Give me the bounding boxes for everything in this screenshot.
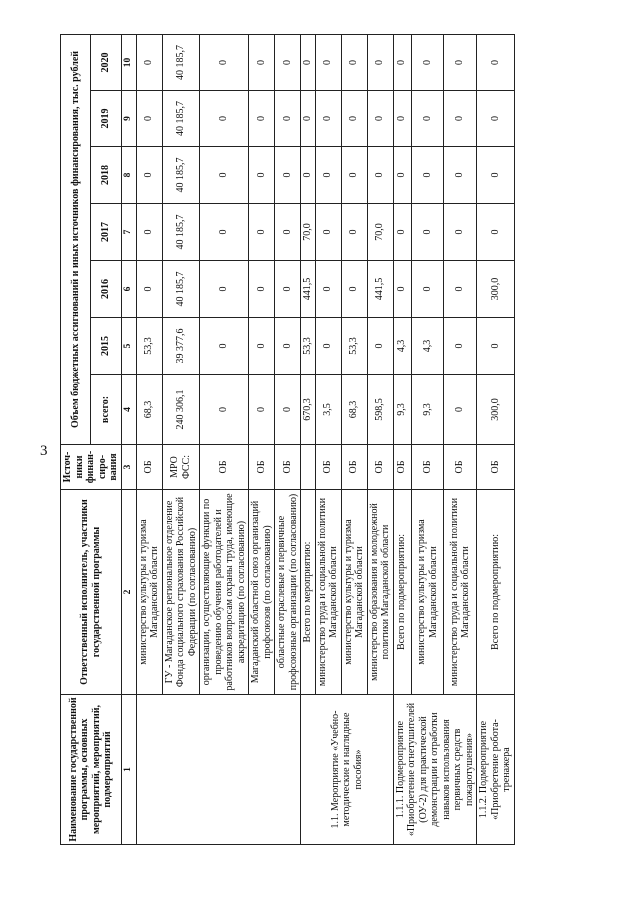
- row-value: 0: [411, 261, 444, 318]
- row-value: 68,3: [341, 375, 367, 445]
- header-year: 2018: [91, 147, 121, 204]
- row-value: 670,3: [301, 375, 316, 445]
- row-value: 0: [477, 204, 515, 261]
- row-value: 0: [393, 204, 411, 261]
- row-value: 0: [341, 204, 367, 261]
- row-value: 68,3: [136, 375, 162, 445]
- header-year: 2020: [91, 34, 121, 90]
- row-value: 0: [249, 375, 275, 445]
- row-value: 0: [249, 204, 275, 261]
- row-source: ОБ: [367, 445, 393, 490]
- row-value: 0: [249, 261, 275, 318]
- column-number-row: [121, 34, 136, 844]
- header-funding: Объем бюджетных ассигнований и иных источников финансирования, тыс. рублей: [61, 34, 91, 444]
- row-value: 441,5: [301, 261, 316, 318]
- row-value: 40 185,7: [162, 34, 200, 90]
- row-value: 40 185,7: [162, 91, 200, 147]
- row-executor: Всего по подмероприятию:: [393, 490, 411, 695]
- row-value: 0: [477, 91, 515, 147]
- table-row: [136, 34, 162, 844]
- row-value: 0: [367, 34, 393, 90]
- column-number: 1: [121, 695, 136, 845]
- row-value: 0: [444, 375, 477, 445]
- page-number: 3: [40, 443, 48, 459]
- row-value: 0: [411, 147, 444, 204]
- row-value: 0: [444, 204, 477, 261]
- row-value: 0: [341, 261, 367, 318]
- row-value: 0: [444, 147, 477, 204]
- row-value: 0: [444, 318, 477, 375]
- row-value: 0: [315, 91, 341, 147]
- row-value: 0: [444, 91, 477, 147]
- row-source: ОБ: [411, 445, 444, 490]
- column-number: 5: [121, 318, 136, 375]
- row-value: 0: [249, 91, 275, 147]
- row-value: 0: [367, 91, 393, 147]
- column-number: 10: [121, 34, 136, 90]
- row-value: 0: [444, 261, 477, 318]
- row-value: 0: [477, 34, 515, 90]
- row-value: 0: [411, 204, 444, 261]
- column-number: 2: [121, 490, 136, 695]
- row-source: ОБ: [477, 445, 515, 490]
- row-executor: областные отраслевые и первичные профсоюзные организации (по согласованию): [275, 490, 301, 695]
- row-name: 1.1.1. Подмероприятие «Приобретение огнетушителей (ОУ-2) для практической демонстрации и отработки навыков использования первичных средств пожаротушения»: [393, 695, 477, 845]
- row-executor: Магаданский областной союз организаций профсоюзов (по согласованию): [249, 490, 275, 695]
- row-value: 0: [477, 147, 515, 204]
- row-value: 0: [301, 147, 316, 204]
- column-number: 7: [121, 204, 136, 261]
- row-value: 0: [411, 91, 444, 147]
- row-value: 0: [136, 34, 162, 90]
- row-value: 0: [411, 34, 444, 90]
- row-value: 0: [444, 34, 477, 90]
- row-value: 0: [477, 318, 515, 375]
- table-row: [477, 34, 515, 844]
- row-source: ОБ: [341, 445, 367, 490]
- column-number: 6: [121, 261, 136, 318]
- header-name: Наименование государственной программы, основных мероприятий, мероприятий, подмероприятий: [61, 695, 122, 845]
- column-number: 3: [121, 445, 136, 490]
- row-value: 0: [136, 204, 162, 261]
- row-value: 53,3: [301, 318, 316, 375]
- row-executor: Всего по мероприятию:: [301, 490, 316, 695]
- row-value: 4,3: [411, 318, 444, 375]
- column-number: 9: [121, 91, 136, 147]
- row-value: 0: [200, 261, 249, 318]
- row-source: ОБ: [275, 445, 301, 490]
- row-value: 0: [200, 147, 249, 204]
- row-value: 0: [200, 91, 249, 147]
- row-source: ОБ: [249, 445, 275, 490]
- row-value: 0: [275, 34, 301, 90]
- rotated-table-container: [60, 35, 600, 845]
- row-value: 3,5: [315, 375, 341, 445]
- table-body: [136, 34, 514, 844]
- row-value: 40 185,7: [162, 147, 200, 204]
- column-number: 4: [121, 375, 136, 445]
- row-name: [136, 695, 301, 845]
- row-value: 0: [393, 147, 411, 204]
- header-year: 2017: [91, 204, 121, 261]
- row-value: 0: [200, 204, 249, 261]
- row-value: 0: [341, 34, 367, 90]
- row-value: 0: [136, 91, 162, 147]
- row-value: 0: [315, 34, 341, 90]
- row-executor: ГУ - Магаданское региональное отделение Фонда социального страхования Российской Федерации (по согласованию): [162, 490, 200, 695]
- row-source: ОБ: [444, 445, 477, 490]
- row-value: 0: [315, 261, 341, 318]
- table-row: [301, 34, 316, 844]
- row-executor: организации, осуществляющие функции по проведению обучения работодателей и работников вопросам охраны труда, имеющие аккредитацию (по согласованию): [200, 490, 249, 695]
- row-executor: министерство труда и социальной политики Магаданской области: [315, 490, 341, 695]
- row-value: 0: [341, 147, 367, 204]
- row-executor: министерство труда и социальной политики Магаданской области: [444, 490, 477, 695]
- header-year: 2019: [91, 91, 121, 147]
- row-executor: министерство культуры и туризма Магаданской области: [411, 490, 444, 695]
- row-value: 0: [275, 147, 301, 204]
- row-value: 0: [367, 318, 393, 375]
- row-value: 0: [249, 318, 275, 375]
- row-value: 0: [393, 34, 411, 90]
- row-value: 0: [301, 34, 316, 90]
- row-value: 240 306,1: [162, 375, 200, 445]
- row-value: 9,3: [411, 375, 444, 445]
- row-source: ОБ: [315, 445, 341, 490]
- row-value: 0: [393, 261, 411, 318]
- header-source: Источ-ники финан-сиро-вания: [61, 445, 122, 490]
- row-source: ОБ: [200, 445, 249, 490]
- row-source: ОБ: [136, 445, 162, 490]
- row-executor: Всего по подмероприятию:: [477, 490, 515, 695]
- row-executor: министерство культуры и туризма Магаданской области: [136, 490, 162, 695]
- header-year: 2015: [91, 318, 121, 375]
- header-year: 2016: [91, 261, 121, 318]
- row-value: 70,0: [367, 204, 393, 261]
- row-source: [301, 445, 316, 490]
- row-value: 9,3: [393, 375, 411, 445]
- row-value: 53,3: [341, 318, 367, 375]
- row-value: 70,0: [301, 204, 316, 261]
- row-value: 598,5: [367, 375, 393, 445]
- row-name: 1.1. Мероприятие «Учебно-методические и наглядные пособия»: [301, 695, 394, 845]
- row-value: 0: [393, 91, 411, 147]
- row-source: ОБ: [393, 445, 411, 490]
- table-row: [393, 34, 411, 844]
- row-value: 53,3: [136, 318, 162, 375]
- row-value: 0: [315, 147, 341, 204]
- budget-table: [60, 34, 515, 845]
- header-total: всего:: [91, 375, 121, 445]
- row-value: 0: [301, 91, 316, 147]
- row-value: 0: [275, 318, 301, 375]
- row-executor: министерство культуры и туризма Магаданской области: [341, 490, 367, 695]
- row-value: 0: [200, 34, 249, 90]
- row-value: 0: [200, 375, 249, 445]
- row-value: 0: [275, 261, 301, 318]
- row-value: 441,5: [367, 261, 393, 318]
- row-source: МРО ФСС:: [162, 445, 200, 490]
- row-value: 0: [315, 318, 341, 375]
- row-value: 300,0: [477, 375, 515, 445]
- column-number: 8: [121, 147, 136, 204]
- row-value: 0: [315, 204, 341, 261]
- row-value: 0: [275, 91, 301, 147]
- row-value: 0: [136, 261, 162, 318]
- row-value: 0: [136, 147, 162, 204]
- row-name: 1.1.2. Подмероприятие «Приобретение робота-тренажера: [477, 695, 515, 845]
- row-value: 0: [249, 34, 275, 90]
- row-value: 40 185,7: [162, 204, 200, 261]
- row-value: 40 185,7: [162, 261, 200, 318]
- row-value: 0: [249, 147, 275, 204]
- row-value: 0: [275, 204, 301, 261]
- row-value: 0: [367, 147, 393, 204]
- row-executor: министерство образования и молодежной политики Магаданской области: [367, 490, 393, 695]
- row-value: 4,3: [393, 318, 411, 375]
- row-value: 39 377,6: [162, 318, 200, 375]
- header-executor: Ответственный исполнитель, участники государственной программы: [61, 490, 122, 695]
- row-value: 0: [275, 375, 301, 445]
- row-value: 0: [341, 91, 367, 147]
- row-value: 0: [200, 318, 249, 375]
- row-value: 300,0: [477, 261, 515, 318]
